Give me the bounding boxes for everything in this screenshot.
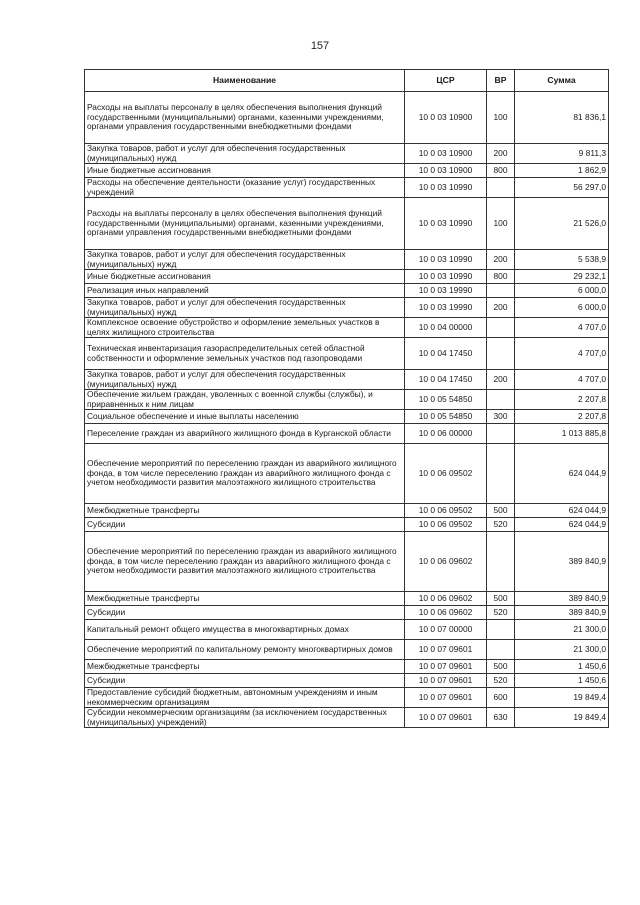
cell-csr: 10 0 07 09601 <box>405 688 487 708</box>
cell-vr: 520 <box>487 518 515 532</box>
cell-name: Комплексное освоение обустройство и оформление земельных участков в целях жилищного строительства <box>85 318 405 338</box>
table-row <box>85 338 609 370</box>
page-number: 157 <box>310 40 330 52</box>
cell-vr: 800 <box>487 164 515 178</box>
header-vr: ВР <box>487 70 515 92</box>
table-row <box>85 444 609 504</box>
cell-csr: 10 0 03 10900 <box>405 164 487 178</box>
cell-name: Иные бюджетные ассигнования <box>85 270 405 284</box>
cell-vr <box>487 318 515 338</box>
cell-sum: 6 000,0 <box>515 284 609 298</box>
table-row <box>85 424 609 444</box>
cell-vr: 500 <box>487 660 515 674</box>
cell-vr: 200 <box>487 298 515 318</box>
cell-vr: 520 <box>487 606 515 620</box>
table-body <box>85 92 609 728</box>
cell-vr: 520 <box>487 674 515 688</box>
cell-sum: 389 840,9 <box>515 532 609 592</box>
cell-vr: 300 <box>487 410 515 424</box>
cell-sum: 29 232,1 <box>515 270 609 284</box>
header-name: Наименование <box>85 70 405 92</box>
table-row <box>85 164 609 178</box>
cell-name: Расходы на обеспечение деятельности (оказание услуг) государственных учреждений <box>85 178 405 198</box>
cell-vr: 200 <box>487 370 515 390</box>
cell-csr: 10 0 03 10900 <box>405 92 487 144</box>
table-row <box>85 178 609 198</box>
cell-name: Капитальный ремонт общего имущества в многоквартирных домах <box>85 620 405 640</box>
cell-sum: 5 538,9 <box>515 250 609 270</box>
cell-sum: 6 000,0 <box>515 298 609 318</box>
cell-vr: 600 <box>487 688 515 708</box>
table-row <box>85 688 609 708</box>
table-row <box>85 606 609 620</box>
table-row <box>85 270 609 284</box>
cell-sum: 624 044,9 <box>515 444 609 504</box>
cell-vr <box>487 444 515 504</box>
cell-csr: 10 0 06 09602 <box>405 592 487 606</box>
cell-vr: 630 <box>487 708 515 728</box>
cell-csr: 10 0 06 00000 <box>405 424 487 444</box>
cell-sum: 1 450,6 <box>515 660 609 674</box>
cell-sum: 4 707,0 <box>515 318 609 338</box>
table-row <box>85 284 609 298</box>
cell-sum: 19 849,4 <box>515 688 609 708</box>
cell-sum: 21 300,0 <box>515 640 609 660</box>
cell-name: Расходы на выплаты персоналу в целях обеспечения выполнения функций государственными (муниципальными) органами, казенными учреждениями, органами управления государственными внебюджетными фондами <box>85 198 405 250</box>
table-row <box>85 708 609 728</box>
cell-name: Предоставление субсидий бюджетным, автономным учреждениям и иным некоммерческим организациям <box>85 688 405 708</box>
header-csr: ЦСР <box>405 70 487 92</box>
table-row <box>85 250 609 270</box>
cell-name: Межбюджетные трансферты <box>85 504 405 518</box>
cell-sum: 19 849,4 <box>515 708 609 728</box>
cell-name: Субсидии <box>85 674 405 688</box>
cell-vr: 500 <box>487 592 515 606</box>
cell-csr: 10 0 03 10990 <box>405 198 487 250</box>
cell-vr <box>487 390 515 410</box>
cell-vr: 100 <box>487 92 515 144</box>
budget-table <box>84 69 609 728</box>
table-row <box>85 144 609 164</box>
table-row <box>85 640 609 660</box>
cell-csr: 10 0 06 09602 <box>405 532 487 592</box>
cell-sum: 81 836,1 <box>515 92 609 144</box>
cell-name: Обеспечение жильем граждан, уволенных с военной службы (службы), и приравненных к ним лицам <box>85 390 405 410</box>
table-row <box>85 592 609 606</box>
table-row <box>85 370 609 390</box>
table-row <box>85 532 609 592</box>
cell-vr <box>487 620 515 640</box>
cell-sum: 9 811,3 <box>515 144 609 164</box>
cell-name: Переселение граждан из аварийного жилищного фонда в Курганской области <box>85 424 405 444</box>
cell-name: Иные бюджетные ассигнования <box>85 164 405 178</box>
cell-csr: 10 0 04 17450 <box>405 370 487 390</box>
cell-csr: 10 0 07 09601 <box>405 674 487 688</box>
cell-sum: 624 044,9 <box>515 504 609 518</box>
table-row <box>85 92 609 144</box>
table-row <box>85 198 609 250</box>
cell-name: Закупка товаров, работ и услуг для обеспечения государственных (муниципальных) нужд <box>85 144 405 164</box>
cell-vr: 500 <box>487 504 515 518</box>
cell-sum: 4 707,0 <box>515 338 609 370</box>
cell-name: Межбюджетные трансферты <box>85 660 405 674</box>
cell-csr: 10 0 05 54850 <box>405 410 487 424</box>
table-row <box>85 410 609 424</box>
cell-sum: 21 300,0 <box>515 620 609 640</box>
cell-csr: 10 0 04 00000 <box>405 318 487 338</box>
cell-vr: 200 <box>487 250 515 270</box>
cell-vr <box>487 178 515 198</box>
cell-csr: 10 0 06 09502 <box>405 504 487 518</box>
cell-sum: 389 840,9 <box>515 606 609 620</box>
cell-name: Субсидии <box>85 518 405 532</box>
table-row <box>85 674 609 688</box>
cell-csr: 10 0 03 10990 <box>405 270 487 284</box>
header-sum: Сумма <box>515 70 609 92</box>
cell-csr: 10 0 03 10990 <box>405 178 487 198</box>
cell-sum: 4 707,0 <box>515 370 609 390</box>
cell-csr: 10 0 03 19990 <box>405 284 487 298</box>
cell-sum: 2 207,8 <box>515 390 609 410</box>
cell-vr: 200 <box>487 144 515 164</box>
cell-name: Обеспечение мероприятий по капитальному ремонту многоквартирных домов <box>85 640 405 660</box>
cell-csr: 10 0 06 09602 <box>405 606 487 620</box>
cell-csr: 10 0 06 09502 <box>405 518 487 532</box>
cell-csr: 10 0 04 17450 <box>405 338 487 370</box>
cell-name: Закупка товаров, работ и услуг для обеспечения государственных (муниципальных) нужд <box>85 370 405 390</box>
cell-vr: 100 <box>487 198 515 250</box>
cell-vr <box>487 640 515 660</box>
cell-name: Субсидии некоммерческим организациям (за исключением государственных (муниципальных) учреждений) <box>85 708 405 728</box>
table-row <box>85 390 609 410</box>
cell-name: Социальное обеспечение и иные выплаты населению <box>85 410 405 424</box>
table-row <box>85 620 609 640</box>
cell-name: Техническая инвентаризация газораспределительных сетей областной собственности и оформление земельных участков под газопроводами <box>85 338 405 370</box>
cell-name: Обеспечение мероприятий по переселению граждан из аварийного жилищного фонда, в том числе переселению граждан из аварийного жилищного фонда с учетом необходимости развития малоэтажного жилищного строительства <box>85 532 405 592</box>
cell-vr: 800 <box>487 270 515 284</box>
cell-name: Расходы на выплаты персоналу в целях обеспечения выполнения функций государственными (муниципальными) органами, казенными учреждениями, органами управления государственными внебюджетными фондами <box>85 92 405 144</box>
cell-name: Закупка товаров, работ и услуг для обеспечения государственных (муниципальных) нужд <box>85 298 405 318</box>
cell-csr: 10 0 07 00000 <box>405 620 487 640</box>
cell-sum: 21 526,0 <box>515 198 609 250</box>
table-row <box>85 318 609 338</box>
cell-vr <box>487 424 515 444</box>
cell-csr: 10 0 03 10990 <box>405 250 487 270</box>
cell-sum: 389 840,9 <box>515 592 609 606</box>
cell-sum: 2 207,8 <box>515 410 609 424</box>
cell-csr: 10 0 05 54850 <box>405 390 487 410</box>
cell-csr: 10 0 07 09601 <box>405 660 487 674</box>
table-row <box>85 504 609 518</box>
cell-vr <box>487 284 515 298</box>
cell-csr: 10 0 07 09601 <box>405 708 487 728</box>
cell-sum: 1 013 885,8 <box>515 424 609 444</box>
cell-name: Межбюджетные трансферты <box>85 592 405 606</box>
table-row <box>85 298 609 318</box>
table-row <box>85 660 609 674</box>
cell-sum: 1 862,9 <box>515 164 609 178</box>
cell-vr <box>487 532 515 592</box>
cell-csr: 10 0 03 10900 <box>405 144 487 164</box>
cell-csr: 10 0 07 09601 <box>405 640 487 660</box>
cell-sum: 624 044,9 <box>515 518 609 532</box>
cell-sum: 1 450,6 <box>515 674 609 688</box>
cell-name: Обеспечение мероприятий по переселению граждан из аварийного жилищного фонда, в том числе переселению граждан из аварийного жилищного фонда с учетом необходимости развития малоэтажного жилищного строительства <box>85 444 405 504</box>
table-header-row <box>85 70 609 92</box>
cell-vr <box>487 338 515 370</box>
cell-name: Реализация иных направлений <box>85 284 405 298</box>
cell-csr: 10 0 03 19990 <box>405 298 487 318</box>
cell-csr: 10 0 06 09502 <box>405 444 487 504</box>
table-row <box>85 518 609 532</box>
cell-sum: 56 297,0 <box>515 178 609 198</box>
cell-name: Закупка товаров, работ и услуг для обеспечения государственных (муниципальных) нужд <box>85 250 405 270</box>
cell-name: Субсидии <box>85 606 405 620</box>
